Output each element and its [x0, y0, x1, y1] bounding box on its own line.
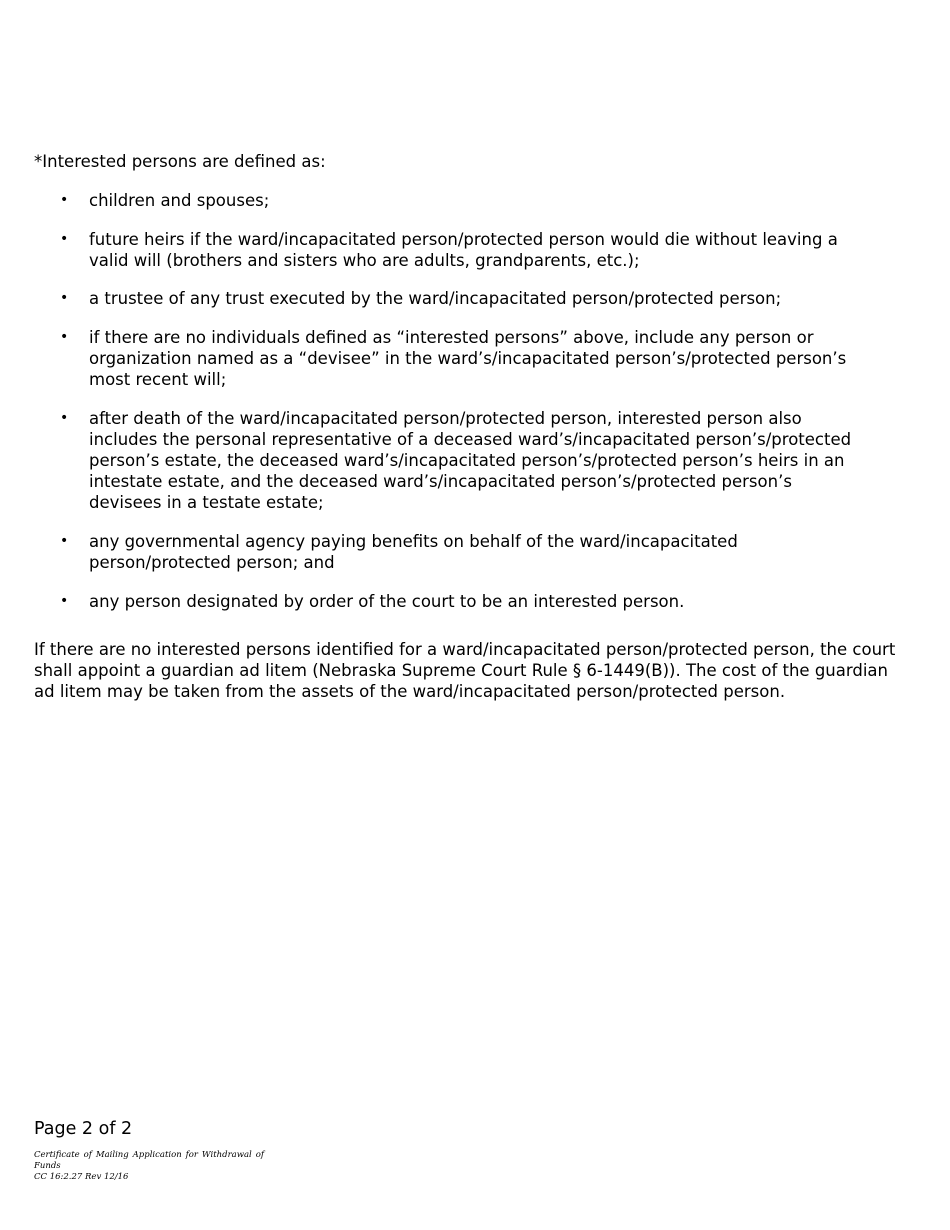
bullet-icon: • — [60, 328, 69, 345]
list-item — [34, 229, 894, 271]
page-number: Page 2 of 2 — [34, 1119, 133, 1139]
bullet-icon: • — [60, 290, 69, 307]
bullet-icon: • — [60, 592, 69, 609]
list-item-text: any person designated by order of the court to be an interested person. — [89, 591, 685, 611]
list-item — [34, 591, 894, 612]
list-item-text: after death of the ward/incapacitated person/protected person, interested person also includes the personal representative of a deceased ward’s/incapacitated person’s/protected person’s estate, the deceased ward’s/incapacitated person’s/protected person’s heirs in an intestate estate, and the deceased ward’s/incapacitated person’s/protected person’s devisees in a testate estate; — [89, 408, 852, 513]
guardian-ad-litem-paragraph: If there are no interested persons identified for a ward/incapacitated person/protected person, the court shall appoint a guardian ad litem (Nebraska Supreme Court Rule § 6-1449(B)). The cost of the guardian ad litem may be taken from the assets of the ward/incapacitated person/protected person. — [34, 640, 896, 702]
interested-persons-list — [34, 190, 894, 629]
list-item — [34, 531, 894, 573]
bullet-icon: • — [60, 532, 69, 549]
list-item — [34, 190, 894, 211]
bullet-icon: • — [60, 192, 69, 208]
list-item — [34, 288, 894, 309]
form-title: Certificate of Mailing Application for Withdrawal of Funds — [34, 1150, 264, 1171]
list-item — [34, 327, 894, 391]
interested-persons-heading: *Interested persons are defined as: — [34, 152, 326, 171]
bullet-icon: • — [60, 409, 69, 426]
form-code: CC 16:2.27 Rev 12/16 — [34, 1172, 129, 1182]
list-item-text: future heirs if the ward/incapacitated person/protected person would die without leaving a valid will (brothers and sisters who are adults, grandparents, etc.); — [89, 229, 838, 270]
list-item-text: if there are no individuals defined as “interested persons” above, include any person or organization named as a “devisee” in the ward’s/incapacitated person’s/protected person’s most recent will; — [89, 327, 847, 390]
list-item-text: a trustee of any trust executed by the ward/incapacitated person/protected person; — [89, 289, 782, 309]
list-item — [34, 408, 894, 514]
list-item-text: children and spouses; — [89, 191, 270, 210]
list-item-text: any governmental agency paying benefits on behalf of the ward/incapacitated person/protected person; and — [89, 531, 738, 573]
bullet-icon: • — [60, 230, 69, 247]
